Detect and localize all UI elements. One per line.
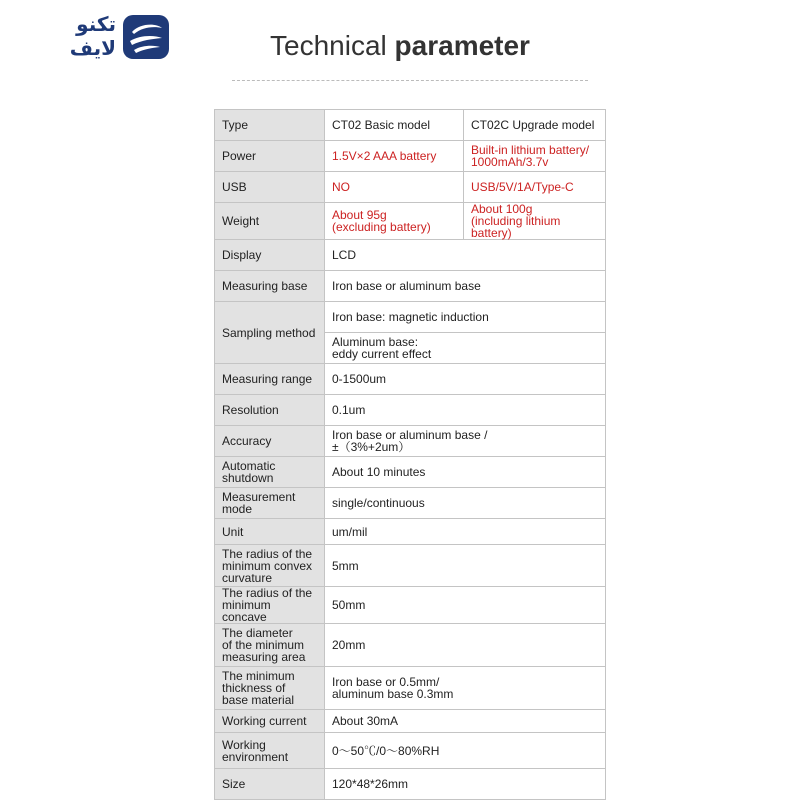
brand-logo-line2: لايف: [69, 36, 116, 60]
table-row-display: [215, 240, 606, 271]
row-label-mode: Measurement mode: [215, 488, 325, 519]
usb-basic: NO: [325, 172, 464, 203]
row-label-base: Measuring base: [215, 271, 325, 302]
table-row-concave: [215, 587, 606, 624]
sampling-al-line2: eddy current effect: [332, 347, 432, 361]
current-value: About 30mA: [325, 710, 606, 733]
convex-label-line3: curvature: [222, 570, 273, 585]
unit-value: um/mil: [325, 519, 606, 545]
table-row-accuracy: [215, 426, 606, 457]
concave-value: 50mm: [325, 587, 606, 624]
base-value: Iron base or aluminum base: [325, 271, 606, 302]
table-row-type: [215, 110, 606, 141]
page-title-bold: parameter: [394, 30, 530, 61]
title-divider: [232, 80, 588, 81]
diameter-label-line1: The diameter: [222, 626, 293, 640]
shutdown-value: About 10 minutes: [325, 457, 606, 488]
diameter-label-line3: measuring area: [222, 650, 306, 664]
concave-label-line2: minimum concave: [222, 598, 271, 624]
row-label-convex: [215, 545, 325, 587]
power-upgrade-line1: Built-in lithium battery/: [471, 143, 590, 157]
row-label-sampling: Sampling method: [215, 302, 325, 364]
weight-upgrade: [464, 203, 606, 240]
table-row-shutdown: [215, 457, 606, 488]
range-value: 0-1500um: [325, 364, 606, 395]
diameter-value: 20mm: [325, 624, 606, 667]
brand-logo-line1: تكنو: [76, 12, 116, 36]
table-row-current: [215, 710, 606, 733]
usb-upgrade: USB/5V/1A/Type-C: [464, 172, 606, 203]
page-title: [0, 30, 800, 62]
thickness-label-line2: thickness of: [222, 681, 286, 695]
table-row-weight: [215, 203, 606, 240]
weight-basic-line1: About 95g: [332, 208, 387, 222]
type-upgrade: CT02C Upgrade model: [464, 110, 606, 141]
table-row-mode: [215, 488, 606, 519]
table-row-unit: [215, 519, 606, 545]
table-row-thickness: [215, 667, 606, 710]
power-upgrade: [464, 141, 606, 172]
weight-basic: [325, 203, 464, 240]
row-label-display: Display: [215, 240, 325, 271]
table-row-base: [215, 271, 606, 302]
accuracy-line2: ±（3%+2um）: [332, 440, 411, 454]
table-row-size: [215, 769, 606, 800]
thickness-value-line1: Iron base or 0.5mm/: [332, 675, 440, 689]
thickness-value-line2: aluminum base 0.3mm: [332, 687, 454, 701]
thickness-label-line1: The minimum: [222, 669, 295, 683]
diameter-label-line2: of the minimum: [222, 638, 305, 652]
row-label-thickness: [215, 667, 325, 710]
row-label-current: Working current: [215, 710, 325, 733]
weight-upgrade-line2: (including lithium battery): [471, 214, 561, 240]
row-label-unit: Unit: [215, 519, 325, 545]
table-row-diameter: [215, 624, 606, 667]
row-label-range: Measuring range: [215, 364, 325, 395]
type-basic: CT02 Basic model: [325, 110, 464, 141]
convex-label-line2: minimum convex: [222, 558, 313, 573]
sampling-al-line1: Aluminum base:: [332, 335, 419, 349]
table-row-sampling: [215, 302, 606, 333]
table-row-resolution: [215, 395, 606, 426]
row-label-size: Size: [215, 769, 325, 800]
power-upgrade-line2: 1000mAh/3.7v: [471, 155, 549, 169]
power-basic: 1.5V×2 AAA battery: [325, 141, 464, 172]
row-label-weight: Weight: [215, 203, 325, 240]
env-label-line2: environment: [222, 749, 289, 764]
row-label-usb: USB: [215, 172, 325, 203]
table-row-usb: [215, 172, 606, 203]
resolution-value: 0.1um: [325, 395, 606, 426]
table-row-convex: [215, 545, 606, 587]
row-label-type: Type: [215, 110, 325, 141]
row-label-shutdown: Automatic shutdown: [215, 457, 325, 488]
row-label-accuracy: Accuracy: [215, 426, 325, 457]
accuracy-line1: Iron base or aluminum base /: [332, 428, 488, 442]
spec-table: [214, 109, 606, 800]
convex-value: 5mm: [325, 545, 606, 587]
row-label-concave: [215, 587, 325, 624]
weight-basic-line2: (excluding battery): [332, 220, 431, 234]
sampling-iron: Iron base: magnetic induction: [325, 302, 606, 333]
mode-value: single/continuous: [325, 488, 606, 519]
env-label-line1: Working: [222, 737, 266, 752]
table-row-range: [215, 364, 606, 395]
row-label-power: Power: [215, 141, 325, 172]
page-title-light: Technical: [270, 30, 387, 61]
display-value: LCD: [325, 240, 606, 271]
accuracy-value: [325, 426, 606, 457]
row-label-resolution: Resolution: [215, 395, 325, 426]
convex-label-line1: The radius of the: [222, 546, 313, 561]
size-value: 120*48*26mm: [325, 769, 606, 800]
table-row-environment: [215, 733, 606, 769]
table-row-power: [215, 141, 606, 172]
row-label-diameter: [215, 624, 325, 667]
concave-label-line1: The radius of the: [222, 586, 313, 600]
thickness-label-line3: base material: [222, 693, 295, 707]
row-label-environment: [215, 733, 325, 769]
weight-upgrade-line1: About 100g: [471, 202, 533, 216]
thickness-value: [325, 667, 606, 710]
environment-value: 0～50℃/0～80%RH: [325, 733, 606, 769]
sampling-al: [325, 333, 606, 364]
